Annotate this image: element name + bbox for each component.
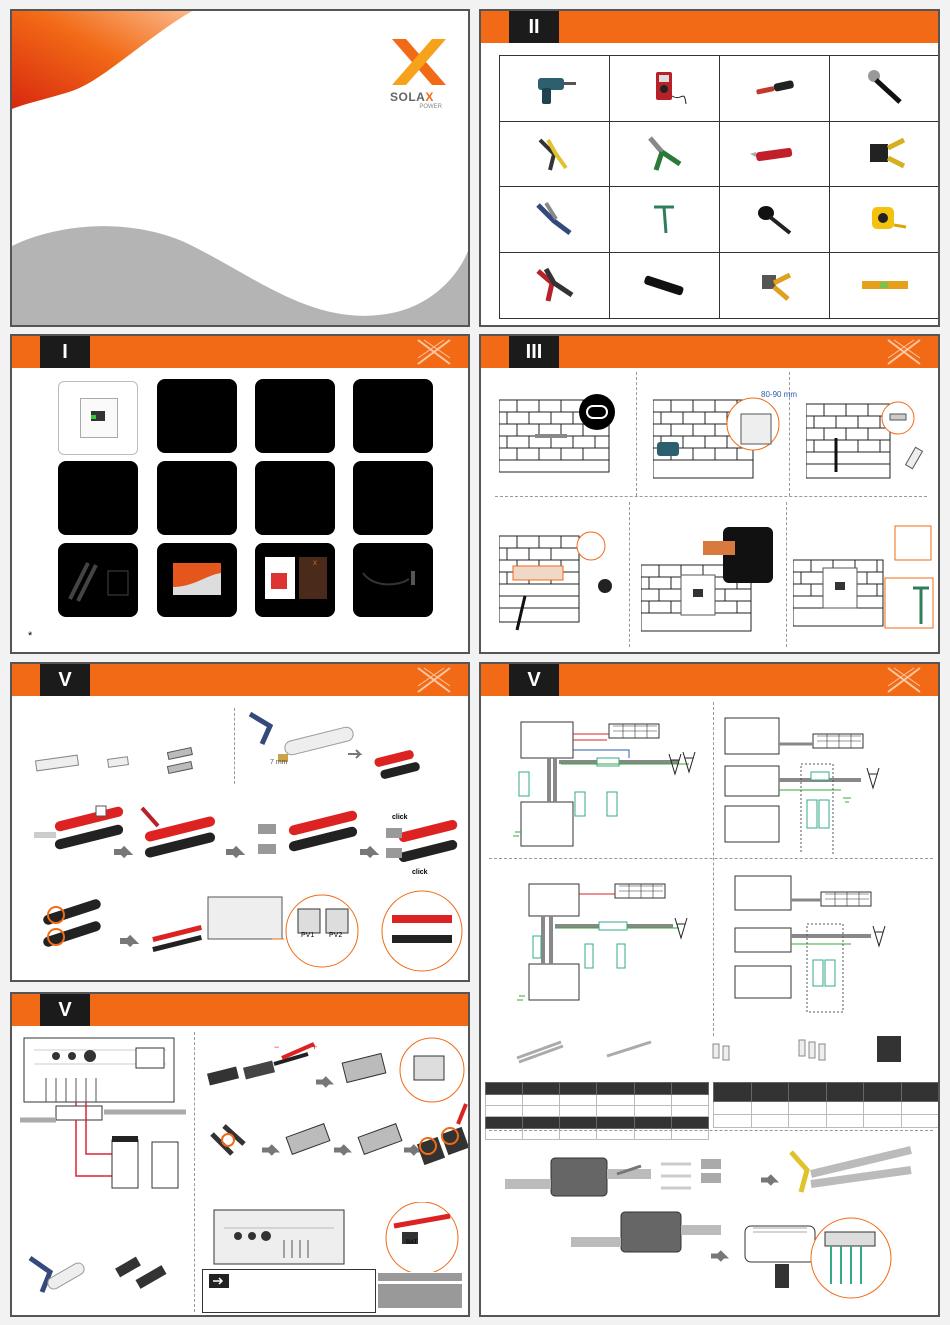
- notice-box: [202, 1269, 376, 1313]
- packing-item: [157, 461, 237, 535]
- divider: [489, 1130, 933, 1131]
- divider: [636, 372, 637, 496]
- spirit-level-icon: [830, 253, 940, 319]
- note-bar: [378, 1284, 462, 1308]
- strip-length-label: 7 mm: [270, 759, 288, 766]
- rj45-crimper-icon: [830, 122, 940, 188]
- cable-spec-table-right: [713, 1082, 939, 1128]
- divider: [194, 1032, 195, 1312]
- wiring-panel: [479, 662, 940, 1317]
- step-mark-wall: [499, 394, 629, 479]
- packing-item: [255, 379, 335, 453]
- pv-install-steps: [22, 889, 468, 979]
- packing-item: [157, 379, 237, 453]
- section-number: V: [40, 994, 90, 1026]
- battery-connector-steps: [204, 1034, 468, 1204]
- section-header: [481, 11, 938, 43]
- step-drill-wall: [653, 388, 793, 483]
- rubber-mallet-icon: [720, 187, 830, 253]
- plus-label: +: [312, 1042, 318, 1052]
- wiring-diagram-c: [489, 864, 709, 1014]
- tools-panel: [479, 9, 940, 327]
- tool-grid: [499, 55, 940, 319]
- packing-item-meter-cable: [353, 543, 433, 617]
- section-header: [481, 336, 938, 368]
- battery-cable-prep: [26, 1242, 192, 1312]
- divider: [786, 502, 787, 647]
- section-header: [12, 994, 468, 1026]
- x-watermark-icon: [414, 338, 454, 366]
- svg-text:X: X: [313, 561, 318, 567]
- divider: [495, 496, 927, 497]
- torque-wrench-icon: [830, 56, 940, 122]
- section-header: [12, 664, 468, 696]
- step-bracket-wall: [499, 526, 629, 636]
- section-number: V: [509, 664, 559, 696]
- pv-parts: [30, 734, 230, 784]
- note-bar: [378, 1273, 462, 1281]
- drill-depth-label: 80-90 mm: [761, 390, 798, 399]
- marker-pen-icon: [610, 253, 720, 319]
- divider: [489, 858, 933, 859]
- pv2-label: PV2: [329, 932, 343, 939]
- brand-logo: [390, 37, 450, 117]
- battery-panel: [10, 992, 470, 1317]
- packing-item: [58, 461, 138, 535]
- footnote-mark: *: [28, 630, 33, 642]
- battery-system-diagram: [16, 1034, 192, 1234]
- x-watermark-icon: [884, 666, 924, 694]
- x-watermark-icon: [414, 666, 454, 694]
- section-header: [12, 336, 468, 368]
- cable-spec-table-left: [485, 1082, 709, 1140]
- wiring-diagram-a: [489, 704, 709, 854]
- cable-cutter-icon: [610, 122, 720, 188]
- divider: [629, 502, 630, 647]
- step-secure-screw: [793, 516, 939, 636]
- pv-panel: [10, 662, 470, 982]
- multimeter-icon: [610, 56, 720, 122]
- wire-stripper-icon: [500, 187, 610, 253]
- x-watermark-icon: [884, 338, 924, 366]
- inverter-item: [58, 381, 138, 455]
- packing-item: [255, 461, 335, 535]
- section-number: I: [40, 336, 90, 368]
- bat-label: BAT: [406, 1240, 418, 1246]
- wiring-diagram-d: [721, 864, 935, 1014]
- step-hang-inverter: [641, 521, 781, 636]
- screwdriver-icon: [720, 56, 830, 122]
- brand-sub: POWER: [419, 104, 442, 110]
- ferrule-crimper-icon: [720, 253, 830, 319]
- tape-measure-icon: [830, 187, 940, 253]
- electric-drill-icon: [500, 56, 610, 122]
- cover-panel: [10, 9, 470, 327]
- utility-knife-icon: [720, 122, 830, 188]
- hex-key-icon: [610, 187, 720, 253]
- crimping-pliers-icon: [500, 122, 610, 188]
- solax-x-icon: [390, 37, 448, 87]
- packing-item-connectors: [58, 543, 138, 617]
- minus-label: −: [274, 1042, 280, 1052]
- packing-item-docs: [255, 543, 335, 617]
- pointing-hand-icon: [209, 1274, 229, 1288]
- brand-x: X: [425, 90, 434, 104]
- divider: [713, 702, 714, 1036]
- step-anchor-wall: [806, 398, 936, 488]
- brand-main: SOLA: [390, 90, 426, 104]
- section-number: II: [509, 11, 559, 43]
- section-header: [481, 664, 938, 696]
- pv-strip-step: [244, 704, 464, 784]
- battery-install-inverter: [204, 1202, 468, 1272]
- divider: [234, 708, 235, 784]
- packing-panel: [10, 334, 470, 654]
- packing-item: [353, 379, 433, 453]
- ratchet-crimper-icon: [500, 253, 610, 319]
- mounting-panel: [479, 334, 940, 654]
- pv1-label: PV1: [301, 932, 315, 939]
- wiring-parts: [501, 1026, 931, 1076]
- packing-item: [353, 461, 433, 535]
- click-label: click: [412, 869, 428, 876]
- click-label: click: [392, 814, 408, 821]
- section-number: V: [40, 664, 90, 696]
- packing-item-manual: [157, 543, 237, 617]
- wiring-diagram-b: [721, 704, 935, 854]
- ac-connector-steps: [501, 1144, 931, 1314]
- section-number: III: [509, 336, 559, 368]
